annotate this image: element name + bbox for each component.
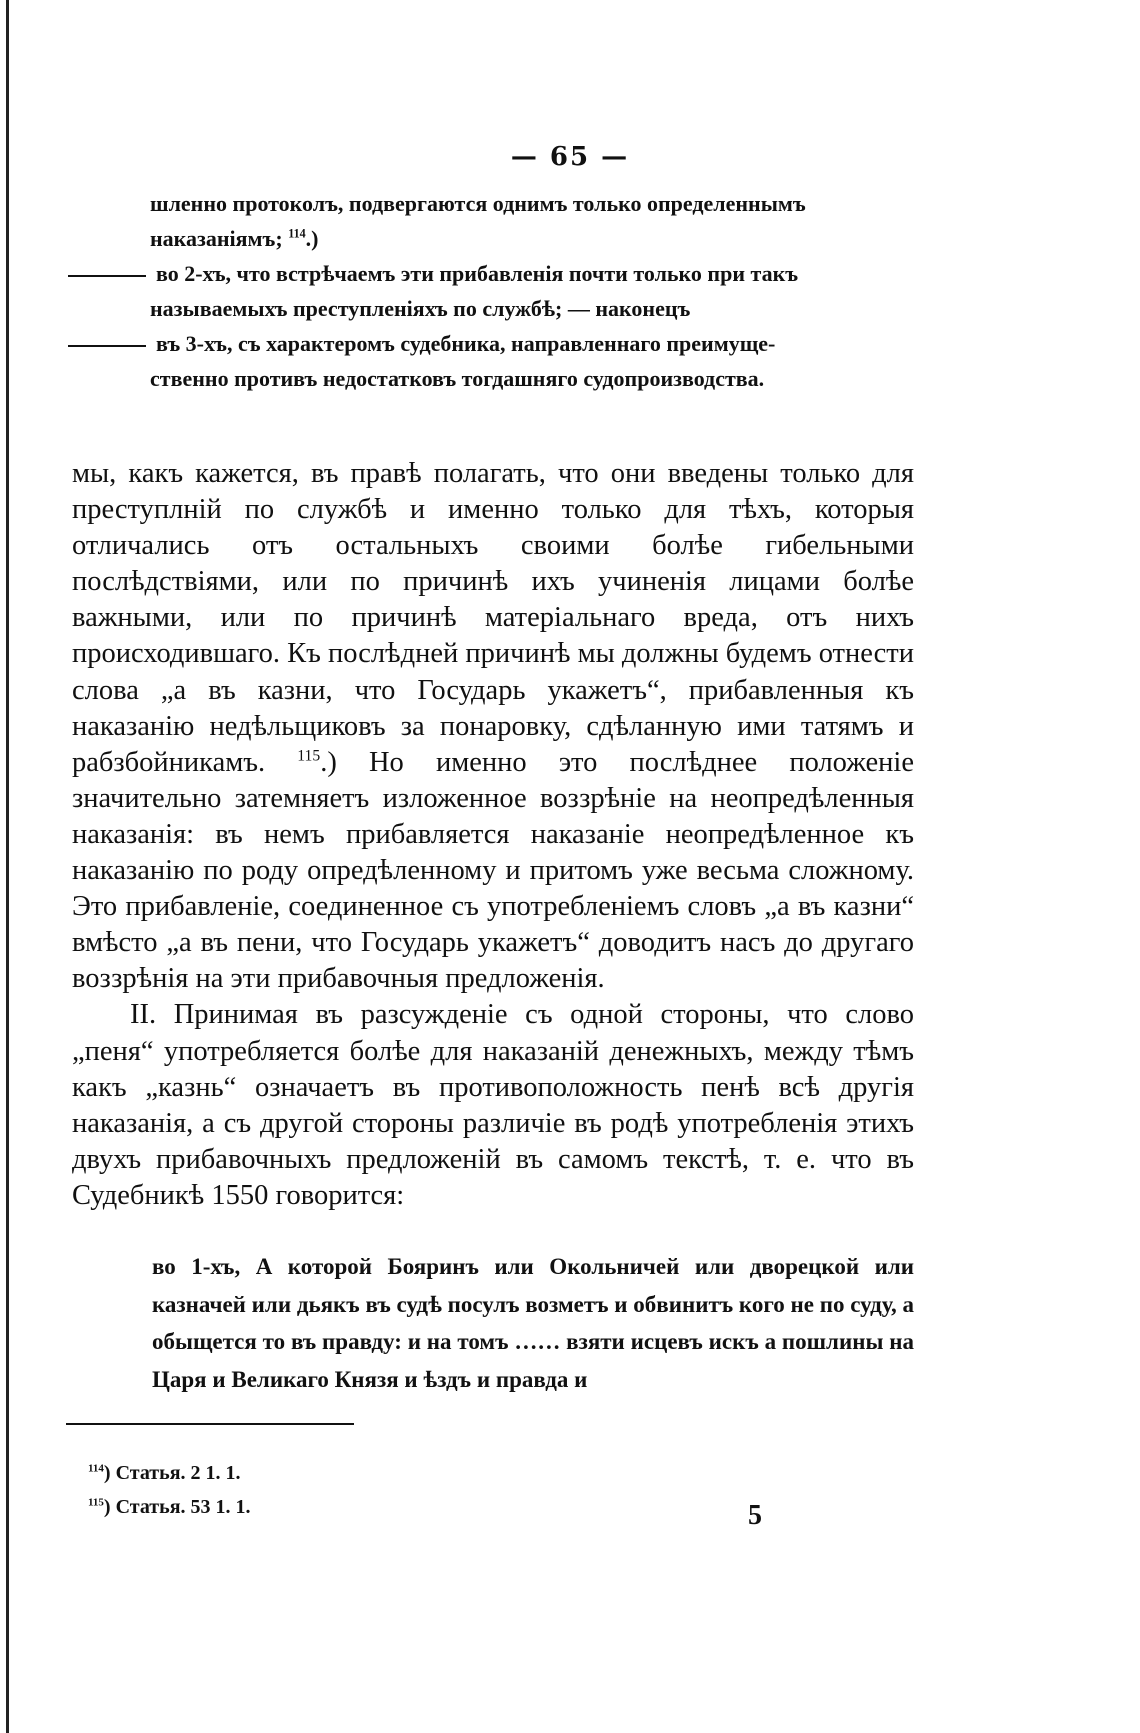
main-text	[72, 456, 914, 1214]
list-item-2-line-1	[72, 256, 912, 291]
list-item-3-text: въ 3-хъ, съ характеромъ судебника, направленнаго преимуще-	[156, 331, 776, 356]
footnote-114-ref: 114	[88, 1462, 104, 1475]
footnote-115-ref: 115	[88, 1496, 104, 1509]
list-item-2-line-2: называемыхъ преступленіяхъ по службѣ; — наконецъ	[150, 296, 691, 321]
footnote-ref-114: 114	[288, 226, 306, 241]
list-line-2	[72, 221, 912, 256]
list-item-3-line-1	[72, 326, 912, 361]
paragraph-1	[72, 456, 914, 997]
footnote-115-text: ) Статья. 53 1. 1.	[103, 1496, 251, 1518]
page-number: — 65 —	[510, 142, 630, 172]
footnote-divider	[66, 1423, 354, 1425]
list-line-1: шленно протоколъ, подвергаются однимъ только определеннымъ	[150, 191, 806, 216]
list-line-2-text: наказаніямъ;	[150, 226, 289, 251]
continued-list	[72, 186, 912, 396]
footnote-115	[88, 1490, 251, 1524]
footnote-ref-115: 115	[297, 747, 321, 765]
paragraph-1-part-a: мы, какъ кажется, въ правѣ полагать, что они введены только для преступлній по службѣ и именно только для тѣхъ, которыя отличались отъ остальныхъ своими болѣе гибельными послѣдствіями, или по причинѣ ихъ учиненія лицами болѣе важными, или по причинѣ матеріальнаго вреда, отъ нихъ происходившаго. Къ послѣдней причинѣ мы должны будемъ отнести слова „а въ казни, что Государь укажетъ“, прибавленныя къ наказанію недѣльщиковъ за понаровку, сдѣланную ими татямъ и рабзбойникамъ.	[72, 458, 914, 778]
page-edge-shadow	[6, 0, 9, 1733]
list-line-2-tail: .)	[305, 226, 319, 251]
paragraph-1-part-b: .) Но именно это послѣднее положеніе значительно затемняетъ изложенное воззрѣніе на неопредѣленныя наказанія: въ немъ прибавляется наказаніе неопредѣленное къ наказанію по роду опредѣленному и притомъ уже весьма сложному. Это прибавленіе, соединенное съ употребленіемъ словъ „а въ казни“ вмѣсто „а въ пени, что Государь укажетъ“ доводитъ насъ до другаго воззрѣнія на эти прибавочныя предложенія.	[72, 746, 914, 995]
footnotes	[88, 1456, 251, 1524]
dash-leader	[68, 275, 146, 277]
quoted-text: во 1-хъ, А которой Бояринъ или Окольничей или дворецкой или казначей или дьякъ въ судѣ посулъ возметъ и обвинитъ кого не по суду, а обыщется то въ правду: и на томъ …… взяти исцевъ искъ а пошлины на Царя и Великаго Князя и ѣздъ и правда и	[152, 1254, 914, 1392]
paragraph-2: II. Принимая въ разсужденіе съ одной стороны, что слово „пеня“ употребляется болѣе для наказаній денежныхъ, между тѣмъ какъ „казнь“ означаетъ въ противоположность пенѣ всѣ другія наказанія, а съ другой стороны различіе въ родѣ употребленія этихъ двухъ прибавочныхъ предложеній въ самомъ текстѣ, т. е. что въ Судебникѣ 1550 говорится:	[72, 999, 914, 1211]
signature-mark: 5	[748, 1500, 762, 1531]
dash-leader	[68, 345, 146, 347]
footnote-114	[88, 1456, 251, 1490]
list-item-2-text: во 2-хъ, что встрѣчаемъ эти прибавленія почти только при такъ	[156, 261, 799, 286]
footnote-114-text: ) Статья. 2 1. 1.	[103, 1462, 241, 1484]
list-item-3-line-2: ственно противъ недостатковъ тогдашняго судопроизводства.	[150, 366, 765, 391]
